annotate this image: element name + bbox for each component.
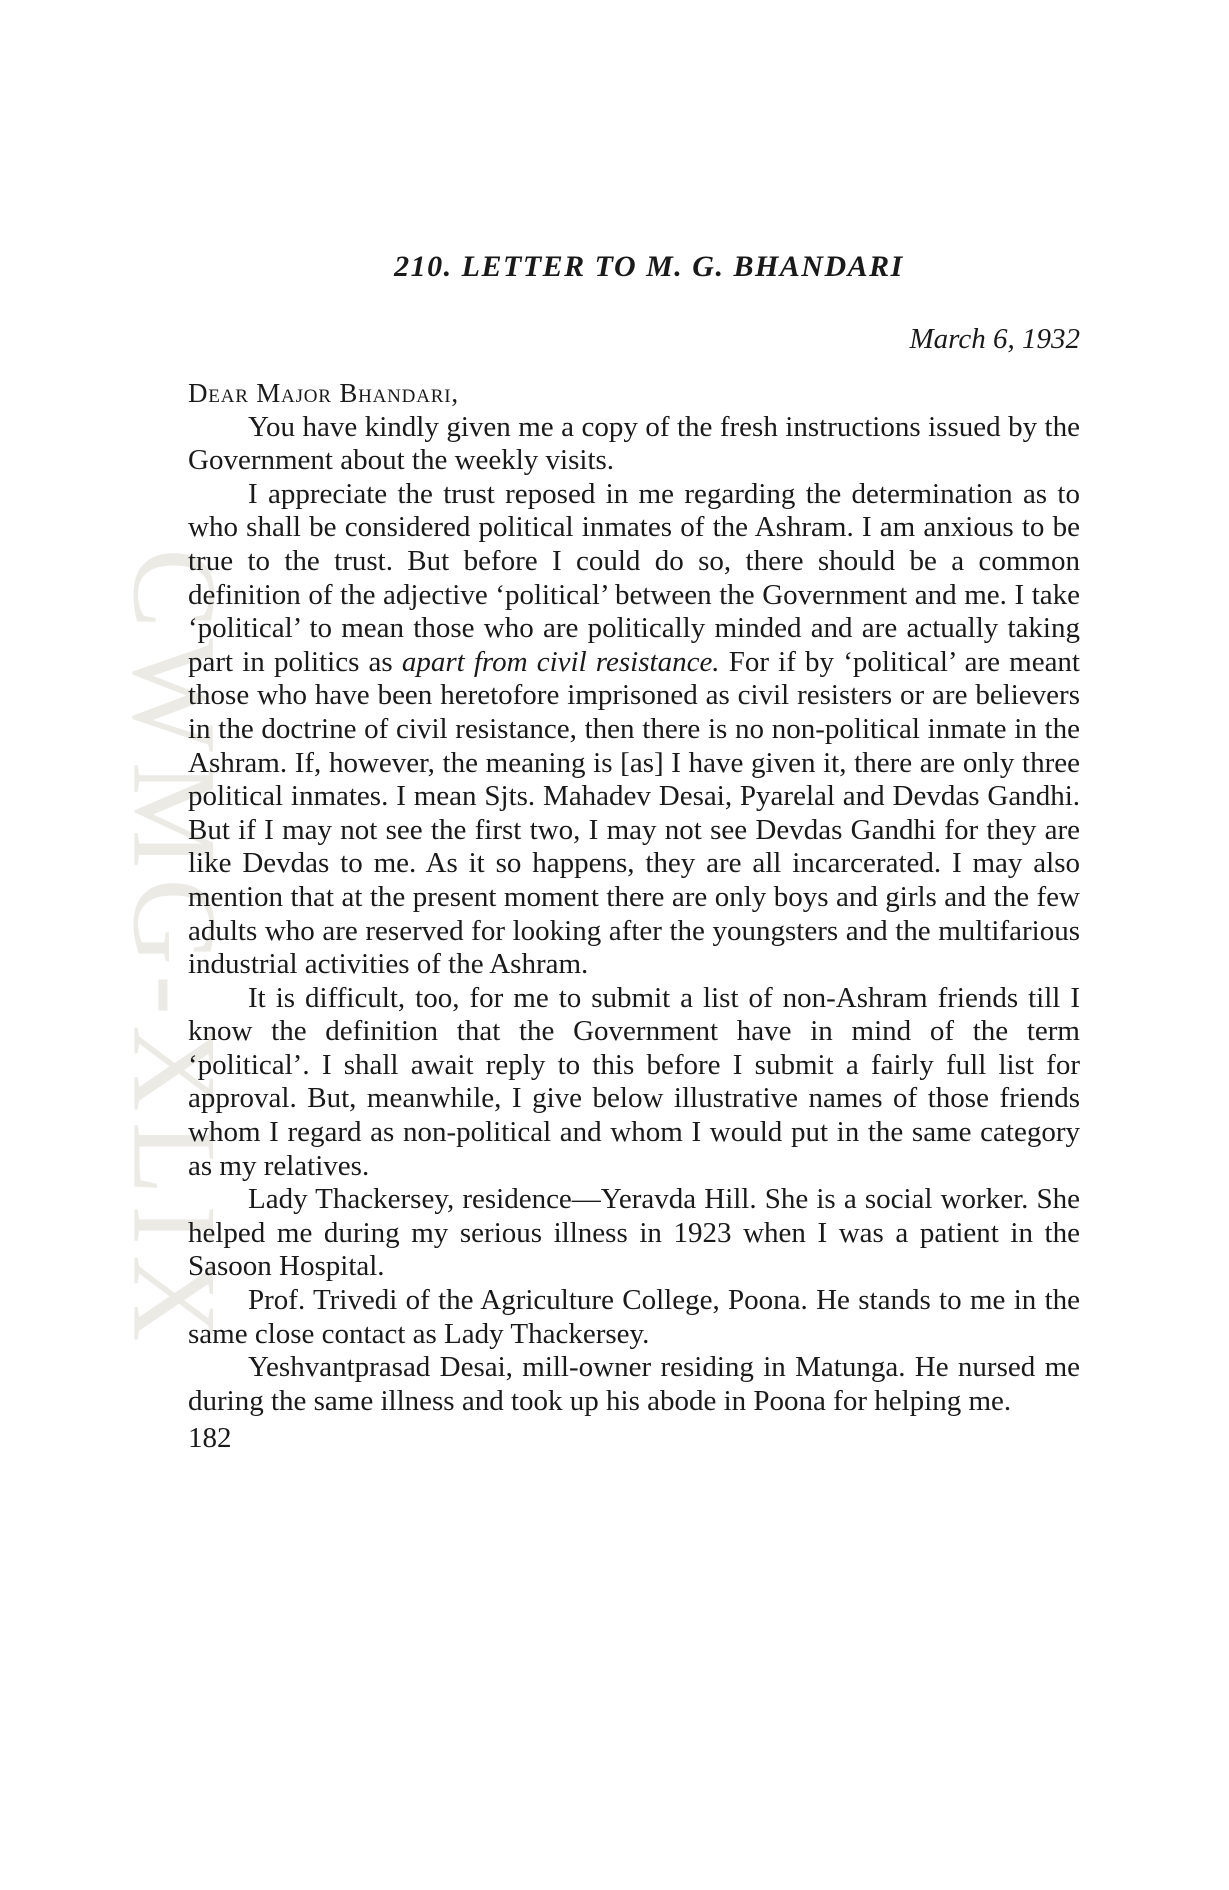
paragraph-3: It is difficult, too, for me to submit a list of non-Ashram friends till I know the definition that the Government have in mind of the term ‘political’. I shall await reply to this before I submit a fairly full list for approval. But, meanwhile, I give below illustrative names of those friends whom I regard as non-political and whom I would put in the same category as my relatives. [188,981,1080,1182]
watermark-text: CWMG-XLIX [109,548,243,1352]
page-number: 182 [188,1422,232,1455]
paragraph-5: Prof. Trivedi of the Agriculture College, Poona. He stands to me in the same close contact as Lady Thackersey. [188,1284,1080,1350]
paragraph-6: Yeshvantprasad Desai, mill-owner residing in Matunga. He nursed me during the same illness and took up his abode in Poona for helping me. [188,1351,1080,1417]
letter-date: March 6, 1932 [909,323,1080,355]
paragraph-2-emphasis: apart from civil resistance. [401,645,720,678]
salutation: Dear Major Bhandari, [188,378,459,408]
document-page [188,250,1080,1456]
paragraph-2-text-before: I appreciate the trust reposed in me regarding the determination as to who shall be considered political inmates of the Ashram. I am anxious to be true to the trust. But before I could do so, there should be a common definition of the adjective ‘political’ between the Government and me. I take ‘political’ to mean those who are politically minded and are actually taking part in politics as [188,477,1080,678]
paragraph-2-text-after: For if by ‘political’ are meant those who have been heretofore imprisoned as civil resisters or are believers in the doctrine of civil resistance, then there is no non-political inmate in the Ashram. If, however, the meaning is [as] I have given it, there are only three political inmates. I mean Sjts. Mahadev Desai, Pyarelal and Devdas Gandhi. But if I may not see the first two, I may not see Devdas Gandhi for they are like Devdas to me. As it so happens, they are all incarcerated. I may also mention that at the present moment there are only boys and girls and the few adults who are reserved for looking after the youngsters and the multifarious industrial activities of the Ashram. [188,645,1080,981]
paragraph-2 [188,478,1080,982]
letter-heading: 210. LETTER TO M. G. BHANDARI [394,250,904,283]
paragraph-4: Lady Thackersey, residence—Yeravda Hill. She is a social worker. She helped me during my serious illness in 1923 when I was a patient in the Sasoon Hospital. [188,1183,1080,1283]
paragraph-1: You have kindly given me a copy of the fresh instructions issued by the Government about the weekly visits. [188,410,1080,477]
